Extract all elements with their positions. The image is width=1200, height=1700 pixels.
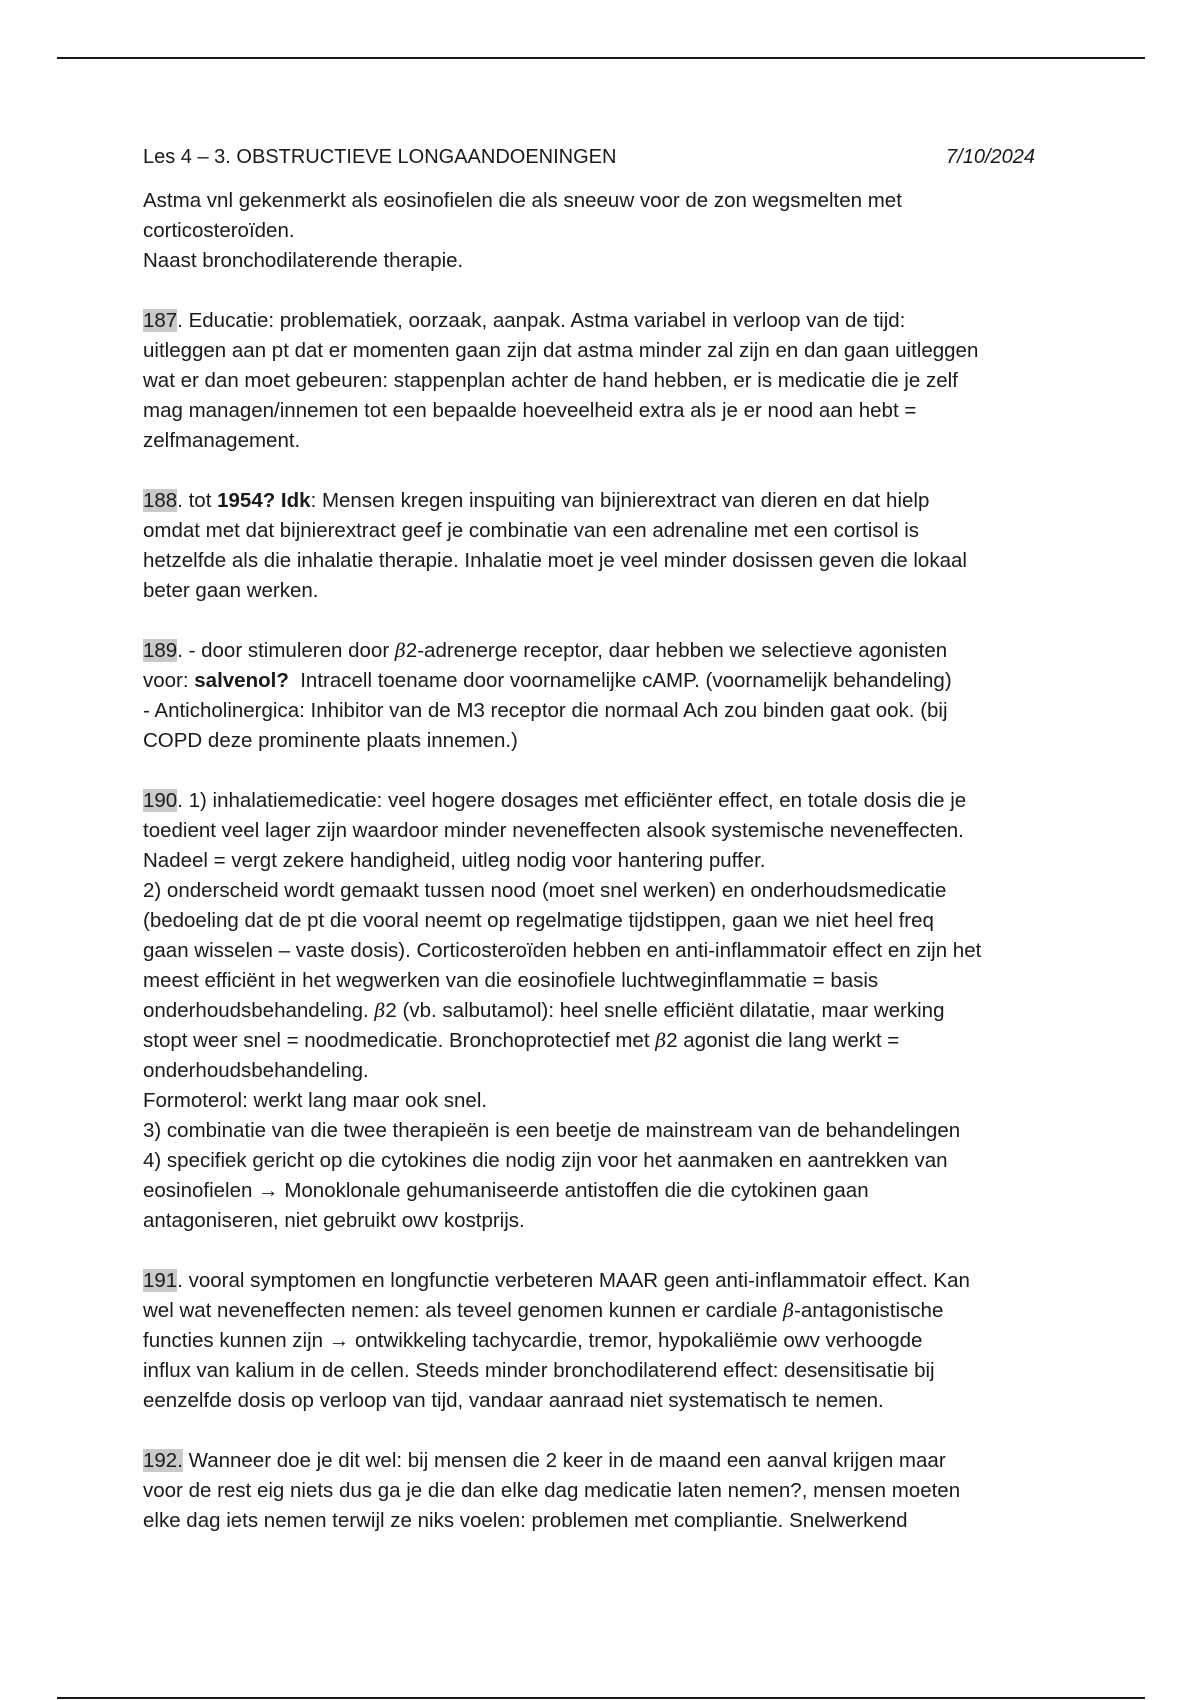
document-date: 7/10/2024 — [946, 146, 1035, 168]
text-line: COPD deze prominente plaats innemen.) — [143, 729, 518, 752]
footer-rule — [57, 1697, 1145, 1699]
text-line: zelfmanagement. — [143, 429, 301, 452]
text-line: . Educatie: problematiek, oorzaak, aanpak. Astma variabel in verloop van de tijd: — [177, 309, 906, 332]
bold-text: salvenol? — [194, 669, 289, 692]
section-189 — [143, 636, 1048, 756]
text-line: elke dag iets nemen terwijl ze niks voelen: problemen met compliantie. Snelwerkend — [143, 1509, 908, 1532]
section-192 — [143, 1446, 1048, 1536]
text-line: Formoterol: werkt lang maar ook snel. — [143, 1089, 488, 1112]
beta-symbol: β — [394, 640, 406, 662]
text-line: hetzelfde als die inhalatie therapie. Inhalatie moet je veel minder dosissen geven die lokaal — [143, 549, 967, 572]
text-fragment: ontwikkeling tachycardie, tremor, hypokaliëmie owv verhoogde — [349, 1329, 923, 1352]
intro-paragraph — [143, 186, 1048, 276]
text-line: beter gaan werken. — [143, 579, 319, 602]
text-fragment: Intracell toename door voornamelijke cAMP. (voornamelijk behandeling) — [288, 669, 952, 692]
section-187 — [143, 306, 1048, 456]
header-rule — [57, 57, 1145, 59]
document-title: Les 4 – 3. OBSTRUCTIEVE LONGAANDOENINGEN — [143, 146, 617, 168]
text-line: Wanneer doe je dit wel: bij mensen die 2 keer in de maand een aanval krijgen maar — [182, 1449, 946, 1472]
arrow-right-icon: → — [328, 1329, 350, 1352]
text-line: antagoniseren, niet gebruikt owv kostprijs. — [143, 1209, 525, 1232]
section-number: 188 — [143, 489, 178, 512]
section-number: 192. — [143, 1449, 183, 1472]
section-number: 191 — [143, 1269, 178, 1292]
text-line: . vooral symptomen en longfunctie verbeteren MAAR geen anti-inflammatoir effect. Kan — [177, 1269, 970, 1292]
text-line: mag managen/innemen tot een bepaalde hoeveelheid extra als je er nood aan hebt = — [143, 399, 917, 422]
text-fragment: : Mensen kregen inspuiting van bijnierextract van dieren en dat hielp — [310, 489, 930, 512]
text-fragment: eosinofielen — [143, 1179, 259, 1202]
text-line: Astma vnl gekenmerkt als eosinofielen die als sneeuw voor de zon wegsmelten met — [143, 189, 902, 212]
text-fragment: -antagonistische — [794, 1299, 944, 1322]
text-fragment: functies kunnen zijn — [143, 1329, 329, 1352]
document-page — [143, 142, 1048, 1566]
text-fragment: 2 agonist die lang werkt = — [666, 1029, 900, 1052]
text-line: gaan wisselen – vaste dosis). Corticosteroïden hebben en anti-inflammatoir effect en zijn het — [143, 939, 982, 962]
text-line: Naast bronchodilaterende therapie. — [143, 249, 464, 272]
text-line: voor de rest eig niets dus ga je die dan elke dag medicatie laten nemen?, mensen moeten — [143, 1479, 961, 1502]
text-line: (bedoeling dat de pt die vooral neemt op regelmatige tijdstippen, gaan we niet heel freq — [143, 909, 934, 932]
text-line: wat er dan moet gebeuren: stappenplan achter de hand hebben, er is medicatie die je zelf — [143, 369, 958, 392]
text-line: corticosteroïden. — [143, 219, 295, 242]
arrow-right-icon: → — [258, 1179, 279, 1202]
text-line: - Anticholinergica: Inhibitor van de M3 receptor die normaal Ach zou binden gaat ook. (bij — [143, 699, 948, 722]
text-fragment: onderhoudsbehandeling. — [143, 999, 375, 1022]
text-line: omdat met dat bijnierextract geef je combinatie van een adrenaline met een cortisol is — [143, 519, 920, 542]
text-line: uitleggen aan pt dat er momenten gaan zijn dat astma minder zal zijn en dan gaan uitleggen — [143, 339, 979, 362]
text-line: influx van kalium in de cellen. Steeds minder bronchodilaterend effect: desensitisatie bij — [143, 1359, 935, 1382]
text-fragment: 2-adrenerge receptor, daar hebben we selectieve agonisten — [405, 639, 948, 662]
text-line: 3) combinatie van die twee therapieën is een beetje de mainstream van de behandelingen — [143, 1119, 961, 1142]
text-line: 4) specifiek gericht op die cytokines die nodig zijn voor het aanmaken en aantrekken van — [143, 1149, 948, 1172]
section-number: 189 — [143, 639, 178, 662]
section-191 — [143, 1266, 1048, 1416]
beta-symbol: β — [374, 1000, 386, 1022]
beta-symbol: β — [783, 1300, 795, 1322]
section-190 — [143, 786, 1048, 1236]
beta-symbol: β — [655, 1030, 667, 1052]
bold-text: 1954? Idk — [217, 489, 311, 512]
section-number: 187 — [143, 309, 178, 332]
text-line: . 1) inhalatiemedicatie: veel hogere dosages met efficiënter effect, en totale dosis die je — [177, 789, 967, 812]
document-header — [143, 142, 1048, 172]
text-fragment: 2 (vb. salbutamol): heel snelle efficiënt dilatatie, maar werking — [385, 999, 945, 1022]
section-number: 190 — [143, 789, 178, 812]
text-line: 2) onderscheid wordt gemaakt tussen nood (moet snel werken) en onderhoudsmedicatie — [143, 879, 947, 902]
text-line: eenzelfde dosis op verloop van tijd, vandaar aanraad niet systematisch te nemen. — [143, 1389, 884, 1412]
text-fragment: . tot — [177, 489, 218, 512]
text-fragment: wel wat neveneffecten nemen: als teveel genomen kunnen er cardiale — [143, 1299, 784, 1322]
text-line: meest efficiënt in het wegwerken van die eosinofiele luchtweginflammatie = basis — [143, 969, 879, 992]
text-fragment: voor: — [143, 669, 195, 692]
text-line: toedient veel lager zijn waardoor minder neveneffecten alsook systemische neveneffecten. — [143, 819, 964, 842]
text-fragment: stopt weer snel = noodmedicatie. Bronchoprotectief met — [143, 1029, 656, 1052]
text-line: onderhoudsbehandeling. — [143, 1059, 369, 1082]
text-line: Nadeel = vergt zekere handigheid, uitleg nodig voor hantering puffer. — [143, 849, 766, 872]
text-fragment: . - door stimuleren door — [177, 639, 395, 662]
section-188 — [143, 486, 1048, 606]
text-fragment: Monoklonale gehumaniseerde antistoffen die die cytokinen gaan — [278, 1179, 869, 1202]
